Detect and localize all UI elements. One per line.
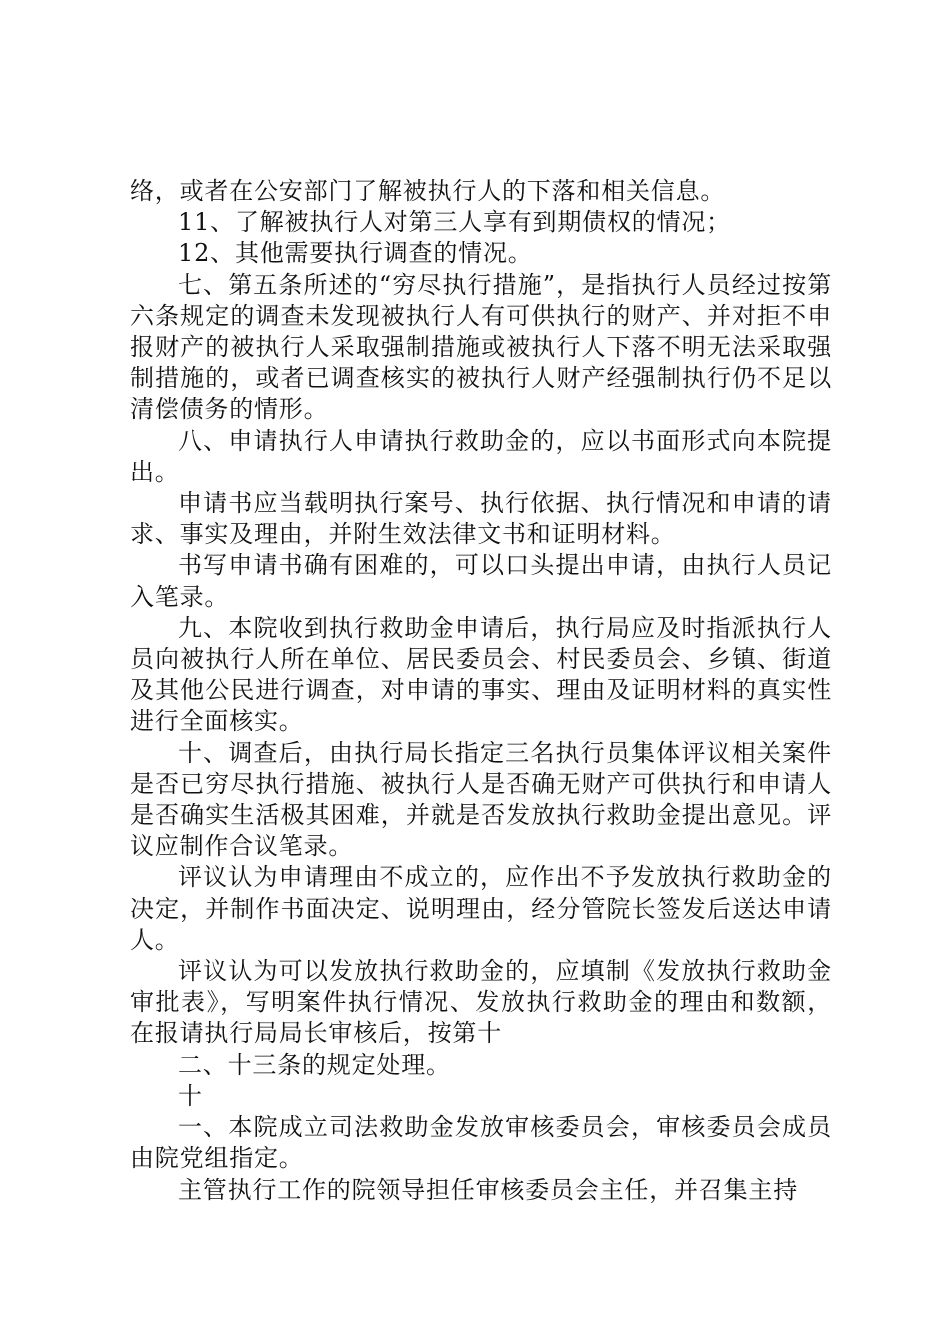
paragraph-committee-director: 主管执行工作的院领导担任审核委员会主任，并召集主持 xyxy=(178,1175,798,1204)
document-page xyxy=(130,176,832,1206)
paragraph-item-12: 12、其他需要执行调查的情况。 xyxy=(178,239,533,268)
paragraph-approval: 评议认为可以发放执行救助金的，应填制《发放执行救助金审批表》，写明案件执行情况、发放执行救助金的理由和数额，在报请执行局局长审核后，按第十 xyxy=(130,957,832,1048)
paragraph-article-8: 八、申请执行人申请执行救助金的，应以书面形式向本院提出。 xyxy=(130,426,832,486)
paragraph-article-11: 一、本院成立司法救助金发放审核委员会，审核委员会成员由院党组指定。 xyxy=(130,1113,832,1173)
paragraph-continued: 络，或者在公安部门了解被执行人的下落和相关信息。 xyxy=(130,177,726,205)
paragraph-item-11: 11、了解被执行人对第三人享有到期债权的情况； xyxy=(178,208,731,237)
paragraph-oral-application: 书写申请书确有困难的，可以口头提出申请，由执行人员记入笔录。 xyxy=(130,551,832,611)
paragraph-article-10: 十、调查后，由执行局长指定三名执行员集体评议相关案件是否已穷尽执行措施、被执行人是否确无财产可供执行和申请人是否确实生活极其困难，并就是否发放执行救助金提出意见。评议应制作合议笔录。 xyxy=(130,738,832,861)
paragraph-article-9: 九、本院收到执行救助金申请后，执行局应及时指派执行人员向被执行人所在单位、居民委员会、村民委员会、乡镇、街道及其他公民进行调查，对申请的事实、理由及证明材料的真实性进行全面核实。 xyxy=(130,613,832,736)
paragraph-application-content: 申请书应当载明执行案号、执行依据、执行情况和申请的请求、事实及理由，并附生效法律文书和证明材料。 xyxy=(130,489,832,549)
paragraph-rejection: 评议认为申请理由不成立的，应作出不予发放执行救助金的决定，并制作书面决定、说明理由，经分管院长签发后送达申请人。 xyxy=(130,863,832,954)
paragraph-article-12-13: 二、十三条的规定处理。 xyxy=(178,1050,451,1079)
paragraph-heading-ten: 十 xyxy=(178,1081,203,1110)
paragraph-article-7: 七、第五条所述的“穷尽执行措施”，是指执行人员经过按第六条规定的调查未发现被执行人有可供执行的财产、并对拒不申报财产的被执行人采取强制措施或被执行人下落不明无法采取强制措施的，或者已调查核实的被执行人财产经强制执行仍不足以清偿债务的情形。 xyxy=(130,270,832,424)
